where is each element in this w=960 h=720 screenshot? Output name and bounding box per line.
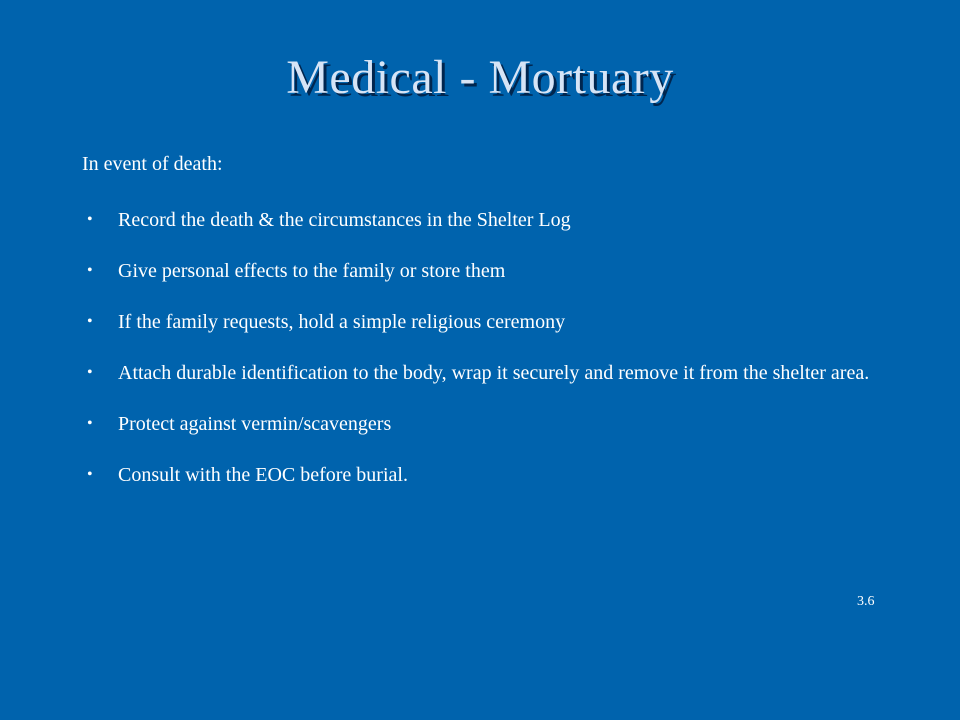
bullet-item <box>82 462 872 488</box>
bullet-text: Give personal effects to the family or store them <box>118 260 506 282</box>
bullet-text: Record the death & the circumstances in the Shelter Log <box>118 209 571 231</box>
bullet-icon: • <box>87 262 93 279</box>
bullet-item <box>82 309 872 335</box>
bullet-list <box>82 207 872 513</box>
bullet-text: Protect against vermin/scavengers <box>118 413 392 435</box>
page-number: 3.6 <box>857 594 875 609</box>
bullet-icon: • <box>87 364 93 381</box>
intro-text: In event of death: <box>82 153 223 175</box>
bullet-item <box>82 258 872 284</box>
bullet-text: If the family requests, hold a simple religious ceremony <box>118 311 566 333</box>
slide-title: Medical - Mortuary <box>286 51 674 104</box>
bullet-item <box>82 207 872 233</box>
bullet-text: Consult with the EOC before burial. <box>118 464 408 486</box>
bullet-icon: • <box>87 211 93 228</box>
bullet-item <box>82 411 872 437</box>
bullet-text: Attach durable identification to the body, wrap it securely and remove it from the shelter area. <box>118 362 870 384</box>
bullet-icon: • <box>87 313 93 330</box>
bullet-icon: • <box>87 415 93 432</box>
bullet-icon: • <box>87 466 93 483</box>
bullet-item <box>82 360 872 386</box>
